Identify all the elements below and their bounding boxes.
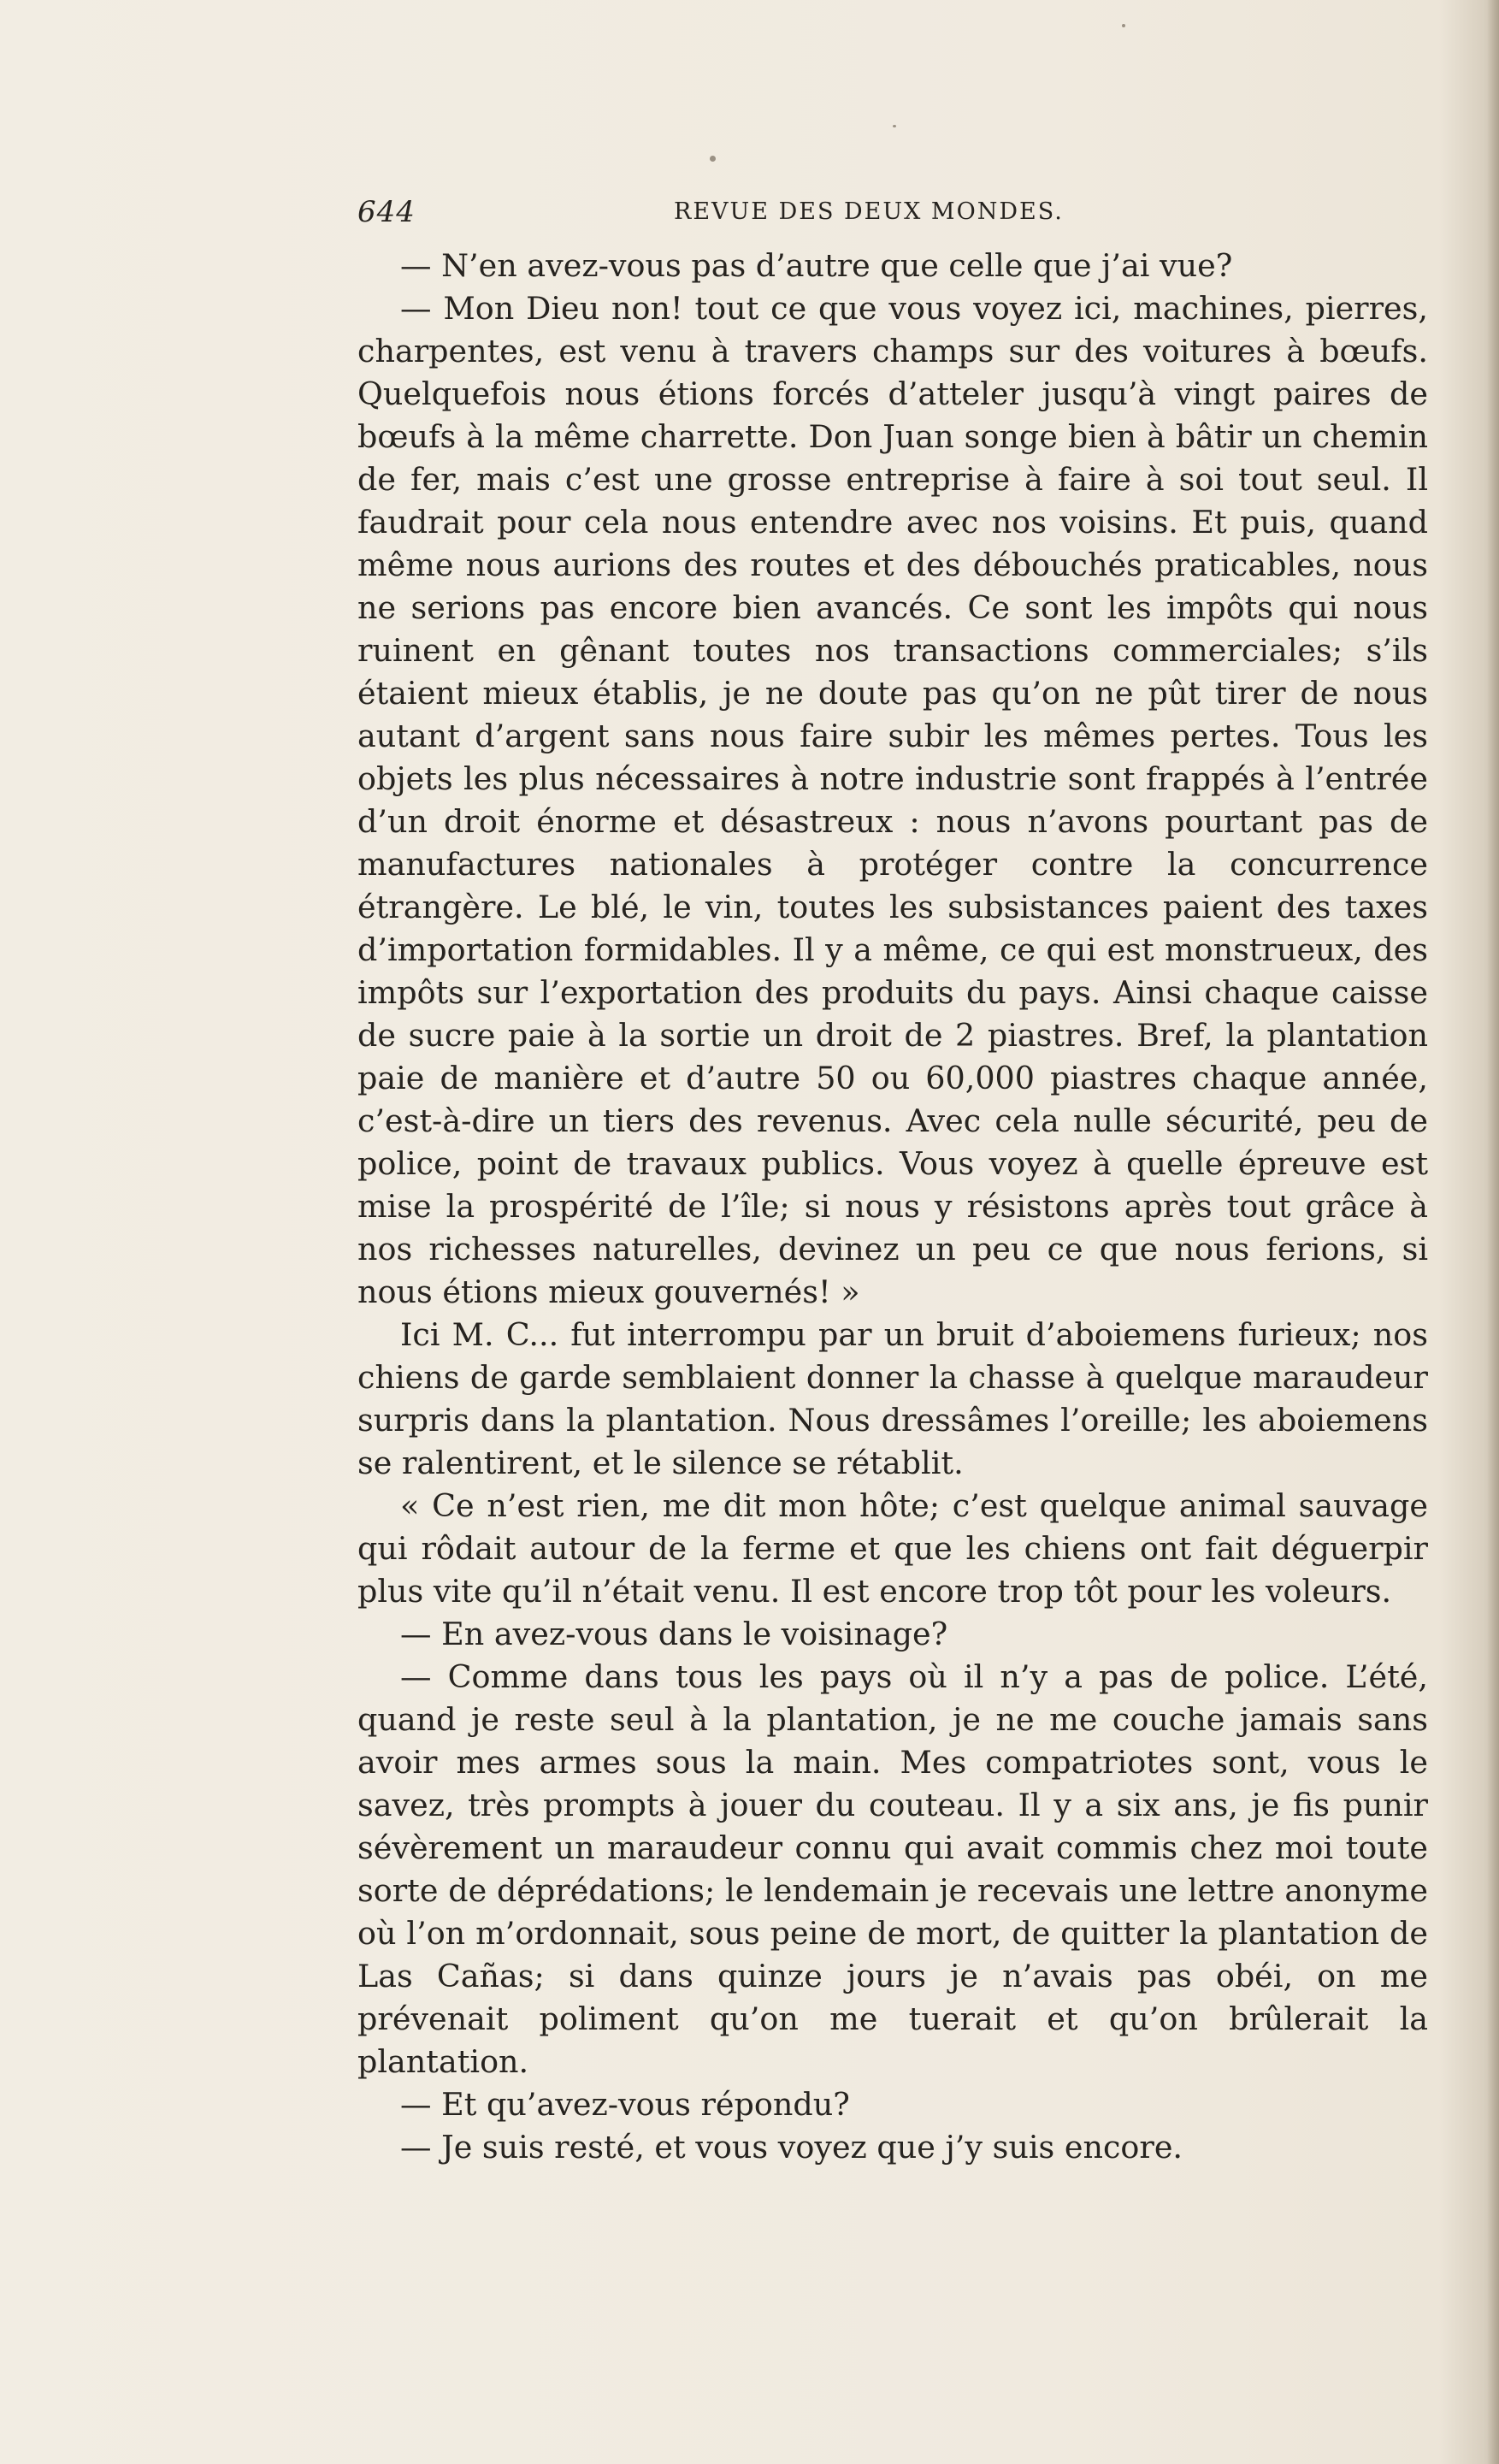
paragraph: — Et qu’avez-vous répondu?	[400, 2086, 850, 2123]
body-text	[357, 245, 1428, 2169]
page-edge-shadow	[1487, 0, 1499, 2464]
paragraph: — Comme dans tous les pays où il n’y a pas de police. L’été, quand je reste seul à la plantation, je ne me couche jamais sans avoir mes armes sous la main. Mes compatriotes sont, vous le savez, très prompts à jouer du couteau. Il y a six ans, je fis punir sévèrement un maraudeur connu qui avait commis chez moi toute sorte de déprédations; le lendemain je recevais une lettre anonyme où l’on m’ordonnait, sous peine de mort, de quitter la plantation de Las Cañas; si dans quinze jours je n’avais pas obéi, on me prévenait poliment qu’on me tuerait et qu’on brûlerait la plantation.	[357, 1658, 1428, 2080]
paper-speck	[893, 125, 896, 127]
paragraph: Ici M. C... fut interrompu par un bruit d’aboiemens furieux; nos chiens de garde semblaient donner la chasse à quelque maraudeur surpris dans la plantation. Nous dressâmes l’oreille; les aboiemens se ralentirent, et le silence se rétablit.	[357, 1316, 1428, 1481]
paragraph: « Ce n’est rien, me dit mon hôte; c’est quelque animal sauvage qui rôdait autour de la ferme et que les chiens ont fait déguerpir plus vite qu’il n’était venu. Il est encore trop tôt pour les voleurs.	[357, 1487, 1428, 1610]
paragraph: — Je suis resté, et vous voyez que j’y suis encore.	[400, 2129, 1183, 2166]
paragraph: — Mon Dieu non! tout ce que vous voyez ici, machines, pierres, charpentes, est venu à travers champs sur des voitures à bœufs. Quelquefois nous étions forcés d’atteler jusqu’à vingt paires de bœufs à la même charrette. Don Juan songe bien à bâtir un chemin de fer, mais c’est une grosse entreprise à faire à soi tout seul. Il faudrait pour cela nous entendre avec nos voisins. Et puis, quand même nous aurions des routes et des débouchés praticables, nous ne serions pas encore bien avancés. Ce sont les impôts qui nous ruinent en gênant toutes nos transactions commerciales; s’ils étaient mieux établis, je ne doute pas qu’on ne pût tirer de nous autant d’argent sans nous faire subir les mêmes pertes. Tous les objets les plus nécessaires à notre industrie sont frappés à l’entrée d’un droit énorme et désastreux : nous n’avons pourtant pas de manufactures nationales à protéger contre la concurrence étrangère. Le blé, le vin, toutes les subsistances paient des taxes d’importation formidables. Il y a même, ce qui est monstrueux, des impôts sur l’exportation des produits du pays. Ainsi chaque caisse de sucre paie à la sortie un droit de 2 piastres. Bref, la plantation paie de manière et d’autre 50 ou 60,000 piastres chaque année, c’est-à-dire un tiers des revenus. Avec cela nulle sécurité, peu de police, point de travaux publics. Vous voyez à quelle épreuve est mise la prospérité de l’île; si nous y résistons après tout grâce à nos richesses naturelles, devinez un peu ce que nous ferions, si nous étions mieux gouvernés! »	[357, 290, 1428, 1310]
paper-speck	[710, 156, 716, 162]
page-number: 644	[357, 195, 416, 229]
paragraph: — N’en avez-vous pas d’autre que celle que j’ai vue?	[400, 247, 1233, 284]
paper-speck	[1122, 24, 1125, 27]
running-title: REVUE DES DEUX MONDES.	[674, 198, 1064, 225]
paragraph: — En avez-vous dans le voisinage?	[400, 1616, 948, 1652]
running-header	[357, 195, 1426, 229]
